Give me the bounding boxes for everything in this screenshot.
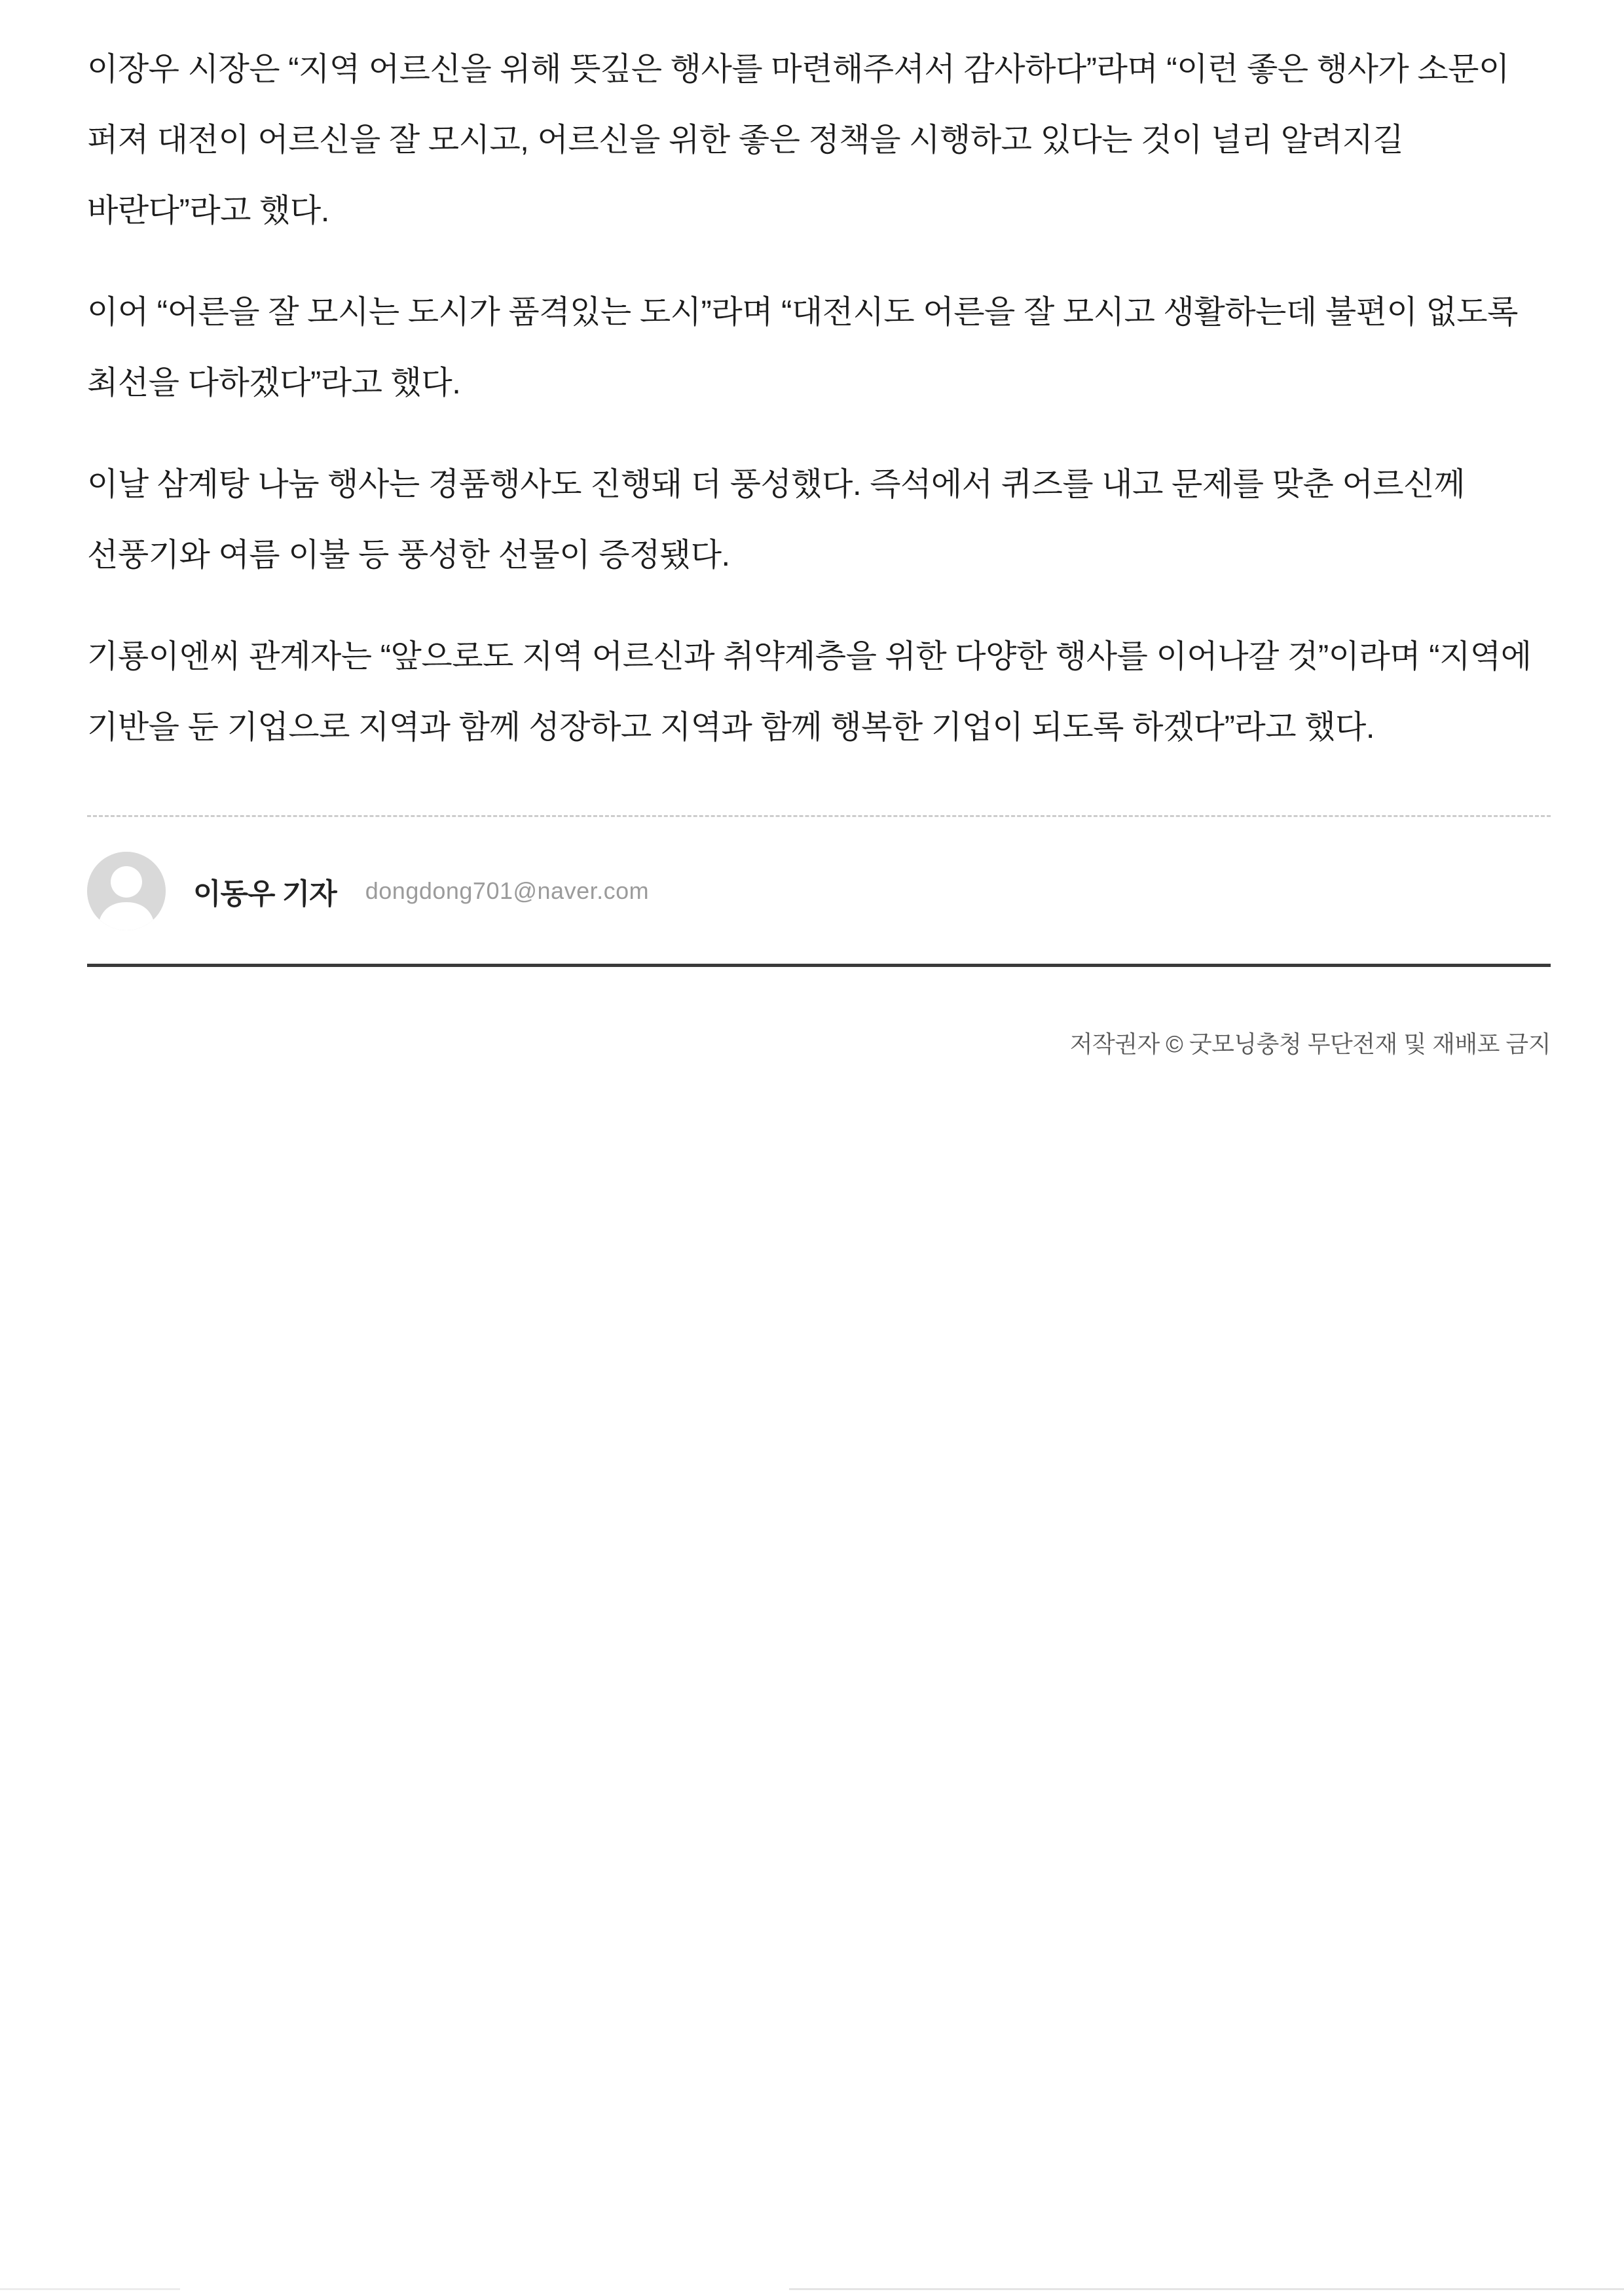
copyright-notice: 저작권자 © 굿모닝충청 무단전재 및 재배포 금지 [1069,1030,1551,1057]
scan-artifact-line [789,2288,1624,2290]
byline-top-divider [87,815,1551,817]
scan-artifact-line [0,2288,180,2290]
person-icon [87,852,166,930]
reporter-name[interactable]: 이동우 기자 [193,878,337,910]
article-body [0,0,1624,1059]
article-paragraph: 기룡이엔씨 관계자는 “앞으로도 지역 어르신과 취약계층을 위한 다양한 행사를 이어나갈 것”이라며 “지역에 기반을 둔 기업으로 지역과 함께 성장하고 지역과 함께 행복한 기업이 되도록 하겠다”라고 했다. [87,639,1532,745]
section-divider [87,964,1551,967]
reporter-byline [87,852,1551,930]
article-paragraph: 이날 삼계탕 나눔 행사는 경품행사도 진행돼 더 풍성했다. 즉석에서 퀴즈를 내고 문제를 맞춘 어르신께 선풍기와 여름 이불 등 풍성한 선물이 증정됐다. [87,467,1465,573]
reporter-email[interactable]: dongdong701@naver.com [365,877,650,904]
article-paragraph: 이어 “어른을 잘 모시는 도시가 품격있는 도시”라며 “대전시도 어른을 잘 모시고 생활하는데 불편이 없도록 최선을 다하겠다”라고 했다. [87,295,1518,401]
article-paragraph: 이장우 시장은 “지역 어르신을 위해 뜻깊은 행사를 마련해주셔서 감사하다”라며 “이런 좋은 행사가 소문이 퍼져 대전이 어르신을 잘 모시고, 어르신을 위한 좋은 정책을 시행하고 있다는 것이 널리 알려지길 바란다”라고 했다. [87,52,1509,228]
reporter-avatar [87,852,166,930]
